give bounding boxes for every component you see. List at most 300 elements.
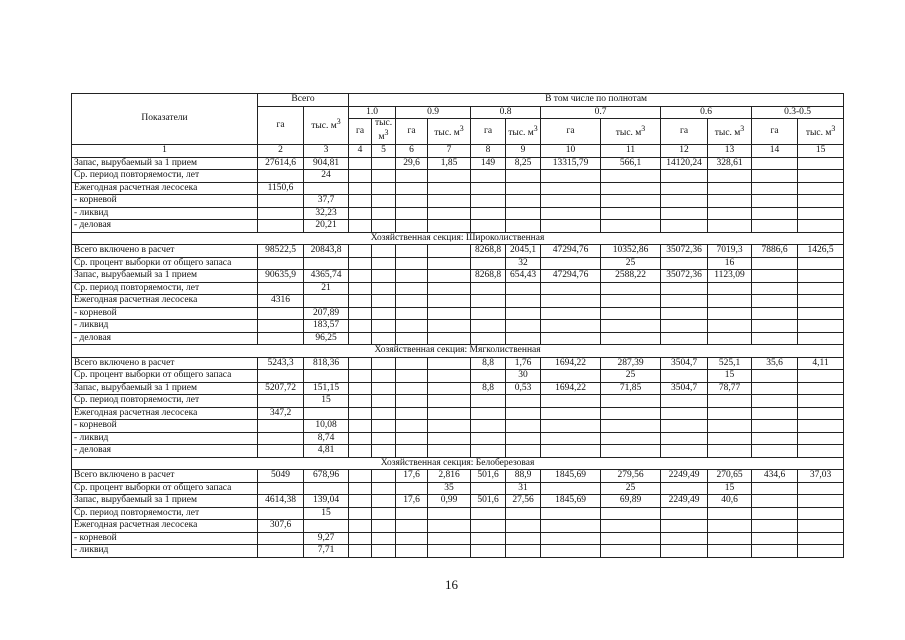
table-cell: 1845,69 [541, 495, 601, 508]
table-cell [708, 282, 752, 295]
row-label: Запас, вырубаемый за 1 прием [72, 270, 258, 283]
table-cell [541, 520, 601, 533]
table-cell [349, 532, 372, 545]
table-cell: 525,1 [708, 357, 752, 370]
header-including-by-density: В том числе по полнотам [349, 94, 844, 107]
table-cell: 69,89 [601, 495, 661, 508]
table-cell [396, 507, 428, 520]
table-row [72, 545, 844, 558]
table-cell [428, 395, 471, 408]
table-cell [428, 307, 471, 320]
table-cell: 8,8 [471, 382, 506, 395]
table-cell [661, 182, 708, 195]
table-cell [428, 295, 471, 308]
table-cell [258, 532, 304, 545]
table-cell [396, 357, 428, 370]
table-cell [396, 257, 428, 270]
table-cell [506, 407, 541, 420]
table-cell: 47294,76 [541, 245, 601, 258]
table-cell [372, 445, 396, 458]
table-cell [396, 395, 428, 408]
table-cell: 98522,5 [258, 245, 304, 258]
table-cell [372, 295, 396, 308]
table-cell [752, 407, 798, 420]
table-cell [372, 195, 396, 208]
table-cell [798, 407, 844, 420]
table-cell: 5243,3 [258, 357, 304, 370]
table-cell: 5049 [258, 470, 304, 483]
row-label: Всего включено в расчет [72, 357, 258, 370]
table-cell [752, 495, 798, 508]
row-label: Ежегодная расчетная лесосека [72, 520, 258, 533]
table-cell: 35,6 [752, 357, 798, 370]
header-density-1-0: 1.0 [349, 106, 396, 119]
table-cell [396, 182, 428, 195]
row-label: Ср. период повторяемости, лет [72, 170, 258, 183]
table-cell [752, 382, 798, 395]
table-cell [428, 520, 471, 533]
table-cell [541, 432, 601, 445]
table-cell: 4365,74 [304, 270, 349, 283]
table-cell: 7,71 [304, 545, 349, 558]
table-cell: 17,6 [396, 495, 428, 508]
table-cell: 15 [708, 370, 752, 383]
table-cell [798, 270, 844, 283]
table-cell [258, 370, 304, 383]
table-cell [601, 532, 661, 545]
table-cell [471, 257, 506, 270]
table-cell: 151,15 [304, 382, 349, 395]
header-density-0-8: 0.8 [471, 106, 541, 119]
table-cell [708, 507, 752, 520]
table-row [72, 282, 844, 295]
table-cell [372, 270, 396, 283]
table-cell [752, 545, 798, 558]
table-cell [428, 170, 471, 183]
header-total-ha: га [258, 106, 304, 145]
unit-ha: га [396, 119, 428, 145]
table-cell [258, 195, 304, 208]
column-number: 11 [601, 145, 661, 158]
table-cell [258, 282, 304, 295]
table-cell [258, 432, 304, 445]
table-cell [752, 482, 798, 495]
table-cell [396, 307, 428, 320]
row-label: Ежегодная расчетная лесосека [72, 407, 258, 420]
section-header-row [72, 457, 844, 470]
table-cell [798, 295, 844, 308]
table-cell [661, 195, 708, 208]
column-number: 1 [72, 145, 258, 158]
column-number: 6 [396, 145, 428, 158]
table-cell [601, 320, 661, 333]
table-cell [798, 532, 844, 545]
table-cell [541, 532, 601, 545]
table-cell: 30 [506, 370, 541, 383]
column-number: 14 [752, 145, 798, 158]
table-cell [372, 395, 396, 408]
row-label: Всего включено в расчет [72, 470, 258, 483]
table-cell [349, 157, 372, 170]
table-cell [372, 220, 396, 233]
table-cell [471, 170, 506, 183]
table-cell [798, 507, 844, 520]
table-cell: 818,36 [304, 357, 349, 370]
table-cell [661, 482, 708, 495]
table-cell [428, 245, 471, 258]
table-cell [396, 245, 428, 258]
table-cell [428, 320, 471, 333]
table-cell [258, 395, 304, 408]
table-row [72, 332, 844, 345]
table-cell [661, 320, 708, 333]
row-label: Запас, вырубаемый за 1 прием [72, 157, 258, 170]
table-row [72, 257, 844, 270]
table-cell: 4,11 [798, 357, 844, 370]
table-cell [258, 482, 304, 495]
table-cell: 1426,5 [798, 245, 844, 258]
table-cell [541, 395, 601, 408]
table-cell [304, 257, 349, 270]
table-cell [372, 320, 396, 333]
table-cell [428, 257, 471, 270]
table-cell: 25 [601, 482, 661, 495]
table-cell [541, 407, 601, 420]
table-cell: 0,53 [506, 382, 541, 395]
table-cell [349, 207, 372, 220]
table-row [72, 445, 844, 458]
table-cell: 37,03 [798, 470, 844, 483]
table-cell [428, 195, 471, 208]
row-label: Ср. период повторяемости, лет [72, 282, 258, 295]
unit-kcbm: тыс. $м^3$ [708, 119, 752, 145]
row-label: Ср. процент выборки от общего запаса [72, 257, 258, 270]
table-cell [601, 182, 661, 195]
table-cell [396, 420, 428, 433]
table-row [72, 195, 844, 208]
table-cell [349, 195, 372, 208]
table-cell [798, 307, 844, 320]
table-cell [708, 207, 752, 220]
column-number: 8 [471, 145, 506, 158]
table-cell [506, 532, 541, 545]
table-cell: 2249,49 [661, 495, 708, 508]
table-cell [661, 207, 708, 220]
table-cell: 17,6 [396, 470, 428, 483]
table-cell [661, 407, 708, 420]
table-row [72, 370, 844, 383]
table-cell: 328,61 [708, 157, 752, 170]
table-cell [428, 507, 471, 520]
table-cell [661, 420, 708, 433]
column-number: 15 [798, 145, 844, 158]
table-cell [708, 407, 752, 420]
table-cell: 20,21 [304, 220, 349, 233]
table-cell [428, 407, 471, 420]
table-cell [349, 445, 372, 458]
table-row [72, 407, 844, 420]
table-cell: 183,57 [304, 320, 349, 333]
column-number: 10 [541, 145, 601, 158]
table-cell [661, 220, 708, 233]
table-cell [752, 207, 798, 220]
table-row [72, 395, 844, 408]
table-cell [396, 545, 428, 558]
table-cell [428, 432, 471, 445]
table-cell [661, 395, 708, 408]
table-cell: 10352,86 [601, 245, 661, 258]
table-cell: 149 [471, 157, 506, 170]
table-cell [798, 482, 844, 495]
table-cell: 35072,36 [661, 245, 708, 258]
table-cell [428, 207, 471, 220]
table-cell: 8,25 [506, 157, 541, 170]
table-cell [752, 332, 798, 345]
unit-kcbm-split: тыс. $м^3$ [372, 119, 396, 145]
table-cell [396, 520, 428, 533]
table-cell [349, 295, 372, 308]
table-cell: 29,6 [396, 157, 428, 170]
table-cell [708, 170, 752, 183]
table-cell [601, 332, 661, 345]
table-cell [541, 195, 601, 208]
column-number: 4 [349, 145, 372, 158]
table-cell: 1,85 [428, 157, 471, 170]
table-cell: 1123,09 [708, 270, 752, 283]
table-cell: 96,25 [304, 332, 349, 345]
table-cell [541, 182, 601, 195]
table-cell [396, 532, 428, 545]
table-cell: 40,6 [708, 495, 752, 508]
table-cell [798, 257, 844, 270]
table-cell [708, 320, 752, 333]
table-cell [798, 445, 844, 458]
table-cell [506, 445, 541, 458]
table-cell [349, 220, 372, 233]
table-cell: 35072,36 [661, 270, 708, 283]
table-cell: 88,9 [506, 470, 541, 483]
table-cell [349, 245, 372, 258]
column-number: 7 [428, 145, 471, 158]
table-cell [798, 157, 844, 170]
table-cell [708, 432, 752, 445]
row-label: Ежегодная расчетная лесосека [72, 295, 258, 308]
table-cell: 27,56 [506, 495, 541, 508]
table-cell [349, 395, 372, 408]
table-cell: 78,77 [708, 382, 752, 395]
table-cell [304, 182, 349, 195]
table-row [72, 207, 844, 220]
table-cell [798, 520, 844, 533]
table-row [72, 157, 844, 170]
table-cell [372, 407, 396, 420]
page-number: 16 [445, 577, 458, 592]
table-cell [428, 420, 471, 433]
table-cell [752, 370, 798, 383]
table-cell [396, 332, 428, 345]
table-cell [752, 532, 798, 545]
table-cell [541, 282, 601, 295]
table-cell [372, 282, 396, 295]
table-cell [798, 382, 844, 395]
table-row [72, 170, 844, 183]
table-row [72, 307, 844, 320]
table-cell [304, 407, 349, 420]
table-cell: 347,2 [258, 407, 304, 420]
table-cell [428, 357, 471, 370]
table-row [72, 432, 844, 445]
table-cell [661, 295, 708, 308]
column-number: 3 [304, 145, 349, 158]
header-density-0-6: 0.6 [661, 106, 752, 119]
table-cell [752, 182, 798, 195]
table-cell [661, 432, 708, 445]
table-row [72, 420, 844, 433]
table-cell: 1845,69 [541, 470, 601, 483]
table-cell [752, 432, 798, 445]
table-cell [304, 520, 349, 533]
row-label: Запас, вырубаемый за 1 прием [72, 382, 258, 395]
table-cell [471, 307, 506, 320]
table-cell [798, 282, 844, 295]
table-cell [349, 270, 372, 283]
table-cell [708, 295, 752, 308]
table-cell [708, 395, 752, 408]
table-cell [798, 420, 844, 433]
table-cell [601, 307, 661, 320]
table-cell: 1150,6 [258, 182, 304, 195]
table-cell [372, 170, 396, 183]
unit-ha: га [541, 119, 601, 145]
header-total: Всего [258, 94, 349, 107]
table-cell [661, 170, 708, 183]
table-cell [471, 207, 506, 220]
table-cell: 90635,9 [258, 270, 304, 283]
table-cell: 904,81 [304, 157, 349, 170]
column-number: 13 [708, 145, 752, 158]
table-cell [349, 257, 372, 270]
table-cell: 20843,8 [304, 245, 349, 258]
table-cell [428, 370, 471, 383]
table-cell [601, 520, 661, 533]
table-cell [661, 257, 708, 270]
table-cell: 8268,8 [471, 245, 506, 258]
table-cell [601, 420, 661, 433]
table-cell [372, 545, 396, 558]
table-cell: 4316 [258, 295, 304, 308]
table-cell [661, 307, 708, 320]
table-cell [349, 332, 372, 345]
row-label: Ср. период повторяемости, лет [72, 507, 258, 520]
table-cell [471, 182, 506, 195]
section-header-row [72, 232, 844, 245]
table-cell [798, 432, 844, 445]
table-cell [541, 420, 601, 433]
table-cell: 3504,7 [661, 357, 708, 370]
table-cell [372, 307, 396, 320]
table-cell: 35 [428, 482, 471, 495]
table-cell [372, 257, 396, 270]
table-cell: 8268,8 [471, 270, 506, 283]
row-label: Всего включено в расчет [72, 245, 258, 258]
table-cell [372, 157, 396, 170]
table-cell [708, 445, 752, 458]
table-cell [396, 220, 428, 233]
table-cell [396, 282, 428, 295]
table-cell [541, 257, 601, 270]
table-cell [396, 382, 428, 395]
table-cell: 37,7 [304, 195, 349, 208]
row-label: - деловая [72, 445, 258, 458]
table-cell [471, 332, 506, 345]
header-indicators: Показатели [72, 94, 258, 145]
table-cell [752, 220, 798, 233]
table-cell [372, 432, 396, 445]
table-cell [798, 332, 844, 345]
header-density-0-3-0-5: 0.3-0.5 [752, 106, 844, 119]
table-cell [349, 407, 372, 420]
table-cell: 10,08 [304, 420, 349, 433]
row-label: Ср. процент выборки от общего запаса [72, 482, 258, 495]
table-cell: 207,89 [304, 307, 349, 320]
row-label: Ср. процент выборки от общего запаса [72, 370, 258, 383]
table-cell [506, 207, 541, 220]
table-cell [428, 182, 471, 195]
table-cell: 2249,49 [661, 470, 708, 483]
table-cell [396, 320, 428, 333]
table-cell [471, 420, 506, 433]
table-cell [506, 332, 541, 345]
table-cell [471, 395, 506, 408]
table-cell [506, 420, 541, 433]
table-cell [349, 382, 372, 395]
row-label: - деловая [72, 332, 258, 345]
table-cell [601, 395, 661, 408]
table-cell [471, 195, 506, 208]
table-cell [349, 182, 372, 195]
table-cell [708, 182, 752, 195]
table-cell [708, 195, 752, 208]
table-cell: 27614,6 [258, 157, 304, 170]
table-cell [396, 432, 428, 445]
table-cell [601, 432, 661, 445]
table-cell [471, 407, 506, 420]
table-cell [471, 507, 506, 520]
table-row [72, 495, 844, 508]
table-cell [541, 507, 601, 520]
table-cell [304, 295, 349, 308]
table-cell [372, 182, 396, 195]
table-cell: 8,8 [471, 357, 506, 370]
table-cell [304, 482, 349, 495]
table-cell: 15 [304, 395, 349, 408]
table-cell [258, 220, 304, 233]
table-cell [601, 545, 661, 558]
table-cell [601, 220, 661, 233]
table-row [72, 507, 844, 520]
table-cell [661, 282, 708, 295]
table-cell [428, 545, 471, 558]
table-cell [661, 545, 708, 558]
table-cell [396, 207, 428, 220]
table-cell [396, 270, 428, 283]
table-cell [752, 257, 798, 270]
table-cell [428, 282, 471, 295]
table-cell [752, 420, 798, 433]
table-cell: 4,81 [304, 445, 349, 458]
table-cell [661, 332, 708, 345]
table-cell: 1694,22 [541, 382, 601, 395]
